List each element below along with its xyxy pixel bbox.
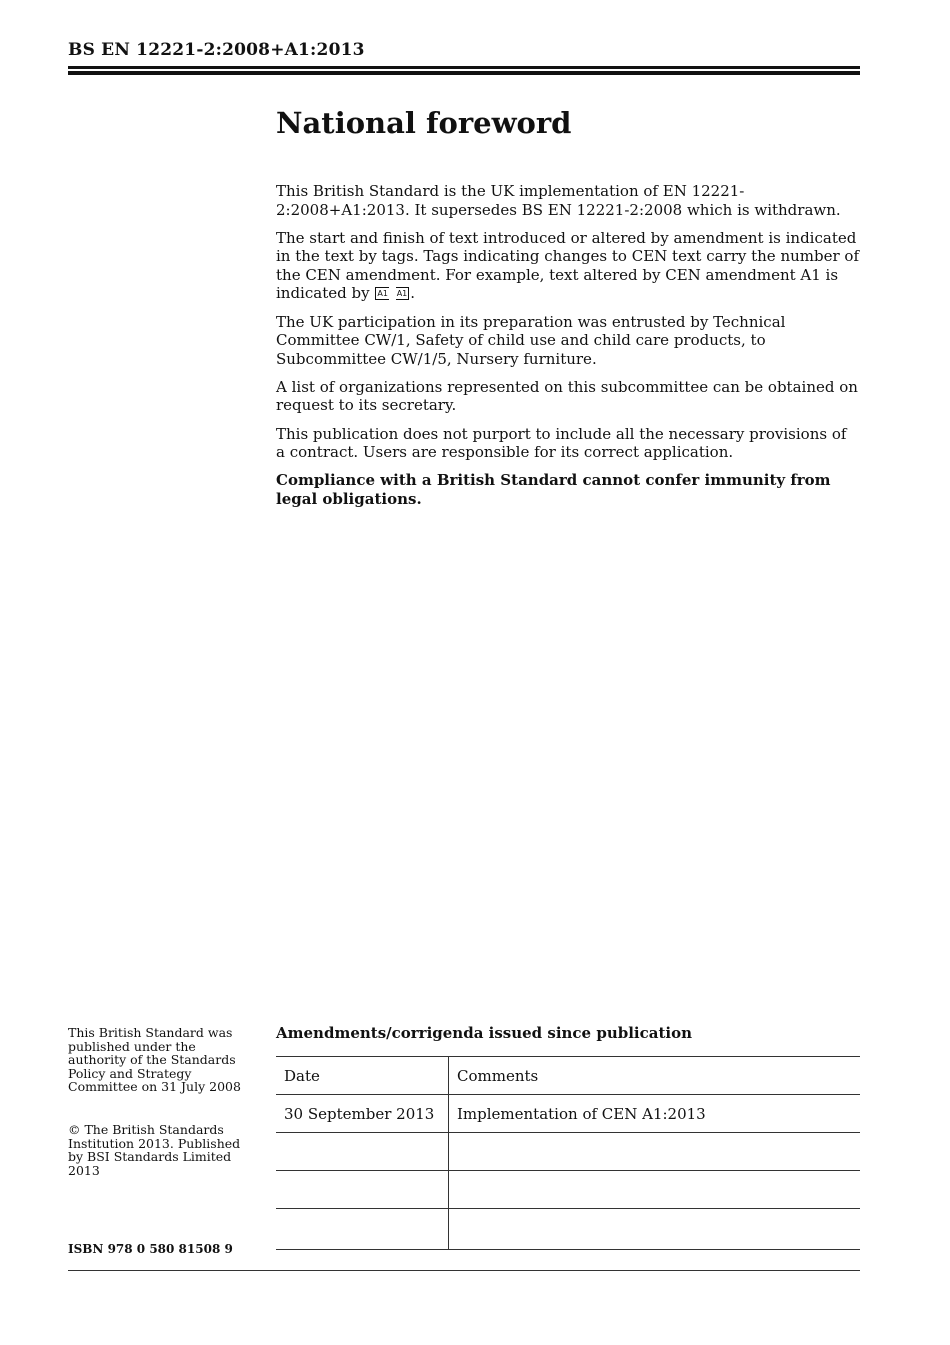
table-cell-date: 30 September 2013 [276, 1095, 449, 1133]
footer-rule [68, 1270, 860, 1271]
header-rule [68, 66, 860, 69]
sidebar-publication-note [68, 1026, 248, 1094]
paragraph-compliance: Compliance with a British Standard cannot confer immunity from legal obligations. [276, 471, 831, 508]
table-header-row [276, 1057, 860, 1095]
isbn: ISBN 978 0 580 81508 9 [68, 1242, 233, 1256]
paragraph-committee: The UK participation in its preparation was entrusted by Technical Committee CW/1, Safety of child use and child care products, to Subcommittee CW/1/5, Nursery furniture. [276, 312, 786, 368]
table-row [276, 1095, 860, 1133]
amendments-table [276, 1056, 860, 1250]
table-row [276, 1209, 860, 1250]
header-rule-secondary [68, 71, 860, 75]
table-row [276, 1171, 860, 1209]
document-code: BS EN 12221-2:2008+A1:2013 [68, 40, 365, 60]
sidebar-published-text: This British Standard was published under the authority of the Standards Policy and Strategy Committee on 31 July 2008 [68, 1025, 241, 1095]
paragraph-organizations: A list of organizations represented on this subcommittee can be obtained on request to its secretary. [276, 377, 858, 415]
paragraph-amendment-tags-end: . [410, 284, 416, 303]
table-header-date: Date [276, 1057, 449, 1095]
amendments-title: Amendments/corrigenda issued since publication [276, 1024, 692, 1042]
sidebar-copyright-text: © The British Standards Institution 2013. Published by BSI Standards Limited 2013 [68, 1122, 241, 1178]
paragraph-amendment-tags-text: The start and finish of text introduced or altered by amendment is indicated in the text by tags. Tags indicating changes to CEN text carry the number of the CEN amendment. For example, text altered by CEN amendment A1 is indicated by [276, 228, 860, 303]
table-cell-date [276, 1171, 449, 1209]
table-row [276, 1133, 860, 1171]
table-cell-comments [449, 1209, 861, 1250]
amendment-open-tag-icon: A1 [377, 289, 388, 299]
paragraph-implementation: This British Standard is the UK implementation of EN 12221-2:2008+A1:2013. It supersedes BS EN 12221-2:2008 which is withdrawn. [276, 182, 841, 219]
page-title: National foreword [276, 106, 572, 140]
table-header-comments: Comments [449, 1057, 861, 1095]
table-cell-date [276, 1133, 449, 1171]
paragraph-provisions: This publication does not purport to include all the necessary provisions of a contract. Users are responsible for its correct application. [276, 424, 847, 462]
table-cell-comments [449, 1171, 861, 1209]
table-cell-comments [449, 1133, 861, 1171]
sidebar-copyright-note [68, 1123, 248, 1177]
amendment-close-tag-icon: A1 [396, 289, 408, 299]
table-cell-date [276, 1209, 449, 1250]
table-cell-comments: Implementation of CEN A1:2013 [449, 1095, 861, 1133]
paragraph-amendment-tags [276, 229, 860, 303]
foreword-body [276, 182, 860, 518]
